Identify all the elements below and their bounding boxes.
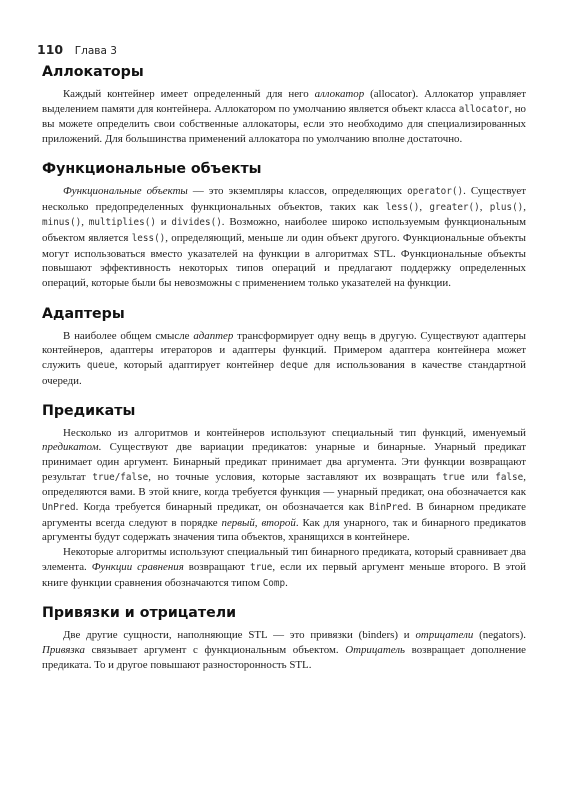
text-run: , [479, 200, 490, 213]
italic-term: Функции сравнения [91, 560, 184, 573]
chapter-label: Глава 3 [74, 45, 117, 57]
text-run: В наиболее общем смысле [63, 329, 194, 342]
text-run: Две другие сущности, наполняющие STL — это привязки (binders) и [63, 629, 416, 642]
text-run: , [81, 216, 89, 229]
code-identifier: allocator [458, 103, 510, 115]
text-run: трансформирует одну вещь в другую. Существуют адаптеры контейнеров, адаптеры итераторов и адаптеры функций. Примером адаптера контейнера может служить [42, 329, 527, 372]
section-title-adapters: Адаптеры [42, 305, 125, 322]
page-content [42, 62, 526, 672]
text-run: Каждый контейнер имеет определенный для него [63, 88, 315, 100]
text-run: возвращает дополнение предиката. То и другое повышают разносторонность STL. [42, 643, 527, 671]
text-run: или [464, 470, 496, 483]
text-run: возвращают [183, 560, 250, 573]
text-run: . Существуют две вариации предикатов: унарные и бинарные. Унарный предикат принимает один аргумент. Бинарный предикат принимает два аргумента. Эти функции возвращают результат [42, 441, 526, 483]
text-run: , если их первый аргумент меньше второго. В этой книге функции сравнения обозначаются типом [42, 560, 526, 589]
code-identifier: UnPred [42, 502, 76, 514]
italic-term: Привязка [42, 643, 85, 656]
text-run: . Существует несколько предопределенных функциональных объектов, таких как [42, 184, 527, 213]
italic-term: аллокатор [314, 88, 365, 100]
code-identifier: divides() [171, 217, 222, 229]
code-identifier: true [442, 471, 465, 483]
text-run: , но вы можете определить свои собственные аллокаторы, если это необходимо для специализированных приложений. Для большинства применений аллокатора по умолчанию вполне достаточно. [42, 102, 526, 146]
code-identifier: BinPred [369, 502, 409, 514]
text-run: и [155, 216, 172, 229]
code-identifier: true [249, 561, 273, 573]
text-run: . Как для унарного, так и бинарного предикатов аргументы будут содержать значения типа объектов, хранящихся в контейнере. [42, 516, 526, 544]
function-objects-paragraph [42, 184, 526, 291]
section-title-function-objects: Функциональные объекты [42, 160, 262, 177]
code-identifier: less() [131, 232, 166, 244]
code-identifier: multiplies() [88, 217, 156, 229]
text-run: (allocator). Аллокатор управляет выделением памяти для контейнера. Аллокатором по умолчанию является объект класса [42, 88, 526, 115]
italic-term: первый, второй [221, 516, 296, 529]
text-run: связывает аргумент с функциональным объектом. [84, 643, 346, 656]
running-head [37, 42, 117, 57]
code-identifier: plus() [489, 201, 524, 213]
binders-negators-paragraph [42, 628, 526, 672]
comparison-functions-paragraph [42, 545, 526, 591]
code-identifier: queue [86, 360, 115, 372]
italic-term: предикатом [42, 441, 99, 454]
text-run: — это экземпляры классов, определяющих [187, 184, 408, 197]
text-run: . [285, 576, 288, 589]
text-run: Некоторые алгоритмы используют специальный тип бинарного предиката, который сравнивает два элемента. [42, 546, 526, 573]
section-title-predicates: Предикаты [42, 402, 136, 419]
code-identifier: true/false [92, 471, 149, 483]
italic-term: адаптер [193, 329, 234, 342]
text-run: , определяются вами. В этой книге, когда требуется функция — унарный предикат, она обозначается как [42, 470, 526, 499]
text-run: , но точные условия, которые заставляют их возвращать [148, 470, 443, 483]
code-identifier: deque [280, 360, 309, 372]
italic-term: отрицатели [415, 629, 474, 642]
text-run: . Когда требуется бинарный предикат, он обозначается как [75, 501, 370, 514]
predicates-paragraph [42, 426, 526, 546]
code-identifier: Comp [262, 577, 286, 589]
code-identifier: minus() [42, 217, 82, 229]
allocators-paragraph [42, 87, 526, 147]
text-run: (negators). [473, 629, 526, 642]
code-identifier: false [495, 471, 524, 483]
text-run: , определяющий, меньше ли один объект другого. Функциональные объекты могут использоваться вместо указателей на функции в алгоритмах STL. Функциональные объекты повышают эффективность некоторых типов операций и предлагают поддержку определенных операций, которые были бы невозможны с применением только указателей на функции. [42, 231, 526, 290]
text-run: , который адаптирует контейнер [114, 359, 281, 372]
italic-term: Отрицатель [345, 643, 405, 656]
code-identifier: operator() [407, 185, 464, 197]
text-run: . В бинарном предикате аргументы всегда следуют в порядке [42, 501, 526, 529]
italic-term: Функциональные объекты [63, 184, 188, 197]
section-title-binders-negators: Привязки и отрицатели [42, 605, 237, 622]
text-run: , [523, 200, 527, 213]
page-number: 110 [37, 42, 64, 57]
text-run: . Возможно, наиболее широко используемым функциональным объектом является [42, 216, 526, 244]
section-title-allocators: Аллокаторы [42, 64, 144, 80]
text-run: Несколько из алгоритмов и контейнеров используют специальный тип функций, именуемый [63, 426, 526, 439]
code-identifier: less() [385, 201, 420, 213]
text-run: для использования в качестве стандартной очереди. [42, 359, 526, 387]
adapters-paragraph [42, 329, 526, 389]
code-identifier: greater() [429, 201, 480, 213]
text-run: , [419, 200, 430, 213]
